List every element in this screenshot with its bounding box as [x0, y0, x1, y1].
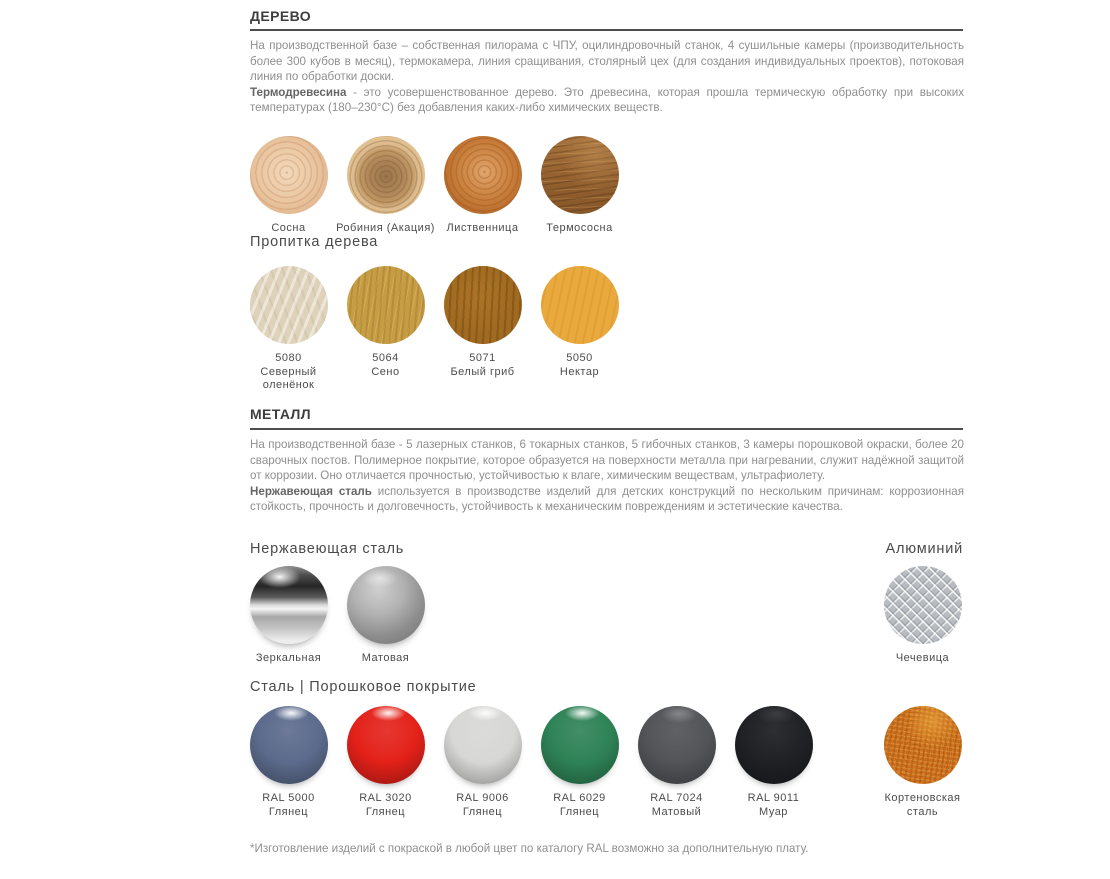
- wood-swatch-larch: [434, 136, 531, 236]
- pine-swatch-image: [250, 136, 328, 214]
- ral9006-finish: Глянец: [462, 805, 503, 818]
- powder-swatch-ral9011: [725, 706, 822, 819]
- ral7024-label: [650, 792, 703, 819]
- ral-footnote: *Изготовление изделий с покраской в любой цвет по каталогу RAL возможно за дополнительную плату.: [250, 842, 809, 855]
- ral3020-label: [359, 792, 412, 819]
- ral9011-sphere-image: [735, 706, 813, 784]
- ral6029-label: [553, 792, 606, 819]
- aluminum-title: Алюминий: [885, 541, 963, 557]
- ral6029-sphere-image: [541, 706, 619, 784]
- larch-swatch-image: [444, 136, 522, 214]
- aluminum-lentil-label: Чечевица: [895, 652, 950, 664]
- ral3020-finish: Глянец: [365, 805, 406, 818]
- aluminum-swatch-row: [874, 566, 971, 666]
- metal-section-text: [250, 437, 964, 515]
- powder-swatch-ral3020: [337, 706, 434, 819]
- pine-label: Сосна: [271, 222, 306, 234]
- wood-swatch-thermopine: [531, 136, 628, 236]
- wood-section-title: ДЕРЕВО: [250, 8, 312, 24]
- impregnation-swatch-5071: [434, 266, 531, 393]
- impregnation-5064-code: 5064: [372, 352, 399, 364]
- thermopine-label: Термососна: [546, 222, 613, 234]
- robinia-swatch-image: [347, 136, 425, 214]
- impregnation-5080-code: 5080: [275, 352, 302, 364]
- ral3020-code: RAL 3020: [359, 792, 412, 804]
- ral7024-sphere-image: [638, 706, 716, 784]
- powder-swatch-ral6029: [531, 706, 628, 819]
- corten-steel-image: [884, 706, 962, 784]
- impregnation-5080-label: [246, 352, 332, 393]
- powder-swatch-ral9006: [434, 706, 531, 819]
- corten-steel-label: [880, 792, 966, 819]
- aluminum-swatch-lentil: [874, 566, 971, 666]
- ral7024-finish: Матовый: [651, 805, 702, 818]
- impregnation-5064-image: [347, 266, 425, 344]
- ral5000-code: RAL 5000: [262, 792, 315, 804]
- stainless-description: используется в производстве изделий для детских конструкций по нескольким причинам: коррозионная стойкость, прочность и долговечность, устойчивость к механическим повреждениям и эстетические качества.: [250, 484, 964, 514]
- matte-steel-image: [347, 566, 425, 644]
- ral9006-sphere-image: [444, 706, 522, 784]
- ral9011-label: [748, 792, 800, 819]
- ral6029-code: RAL 6029: [553, 792, 606, 804]
- ral9011-finish: Муар: [759, 805, 788, 818]
- impregnation-5071-label: [450, 352, 514, 379]
- ral5000-label: [262, 792, 315, 819]
- wood-paragraph-thermowood: [250, 85, 964, 116]
- thermopine-swatch-image: [541, 136, 619, 214]
- impregnation-swatch-5080: [240, 266, 337, 393]
- impregnation-swatch-5050: [531, 266, 628, 393]
- larch-label: Лиственница: [446, 222, 519, 234]
- aluminum-lentil-image: [884, 566, 962, 644]
- corten-steel-name: Кортеновская сталь: [884, 792, 961, 818]
- impregnation-swatch-row: [240, 266, 628, 393]
- wood-swatch-pine: [240, 136, 337, 236]
- impregnation-5064-name: Сено: [371, 365, 400, 378]
- impregnation-5050-label: [560, 352, 599, 379]
- impregnation-5050-code: 5050: [566, 352, 593, 364]
- stainless-swatch-matte: [337, 566, 434, 666]
- powder-swatch-corten: [874, 706, 971, 819]
- powder-coating-title: Сталь | Порошковое покрытие: [250, 679, 477, 695]
- wood-swatch-row: [240, 136, 628, 236]
- impregnation-5064-label: [371, 352, 399, 379]
- mirror-steel-image: [250, 566, 328, 644]
- wood-paragraph-production: На производственной базе – собственная пилорама с ЧПУ, оцилиндровочный станок, 4 сушильные камеры (производительность более 300 кубов в месяц), термокамера, линия сращивания, столярный цех (для создания индивидуальных проектов), потоковая линия по обработки доски.: [250, 39, 964, 84]
- ral5000-finish: Глянец: [268, 805, 309, 818]
- impregnation-swatch-5064: [337, 266, 434, 393]
- wood-section-divider: [250, 29, 963, 31]
- ral6029-finish: Глянец: [559, 805, 600, 818]
- ral9011-code: RAL 9011: [747, 792, 800, 804]
- ral9006-label: [456, 792, 509, 819]
- impregnation-5071-name: Белый гриб: [450, 365, 515, 378]
- metal-section-title: МЕТАЛЛ: [250, 406, 311, 422]
- metal-paragraph-production: На производственной базе - 5 лазерных станков, 6 токарных станков, 5 гибочных станков, 3 камеры порошковой окраски, более 20 сварочных постов. Полимерное покрытие, которое образуется на поверхности металла при нагревании, служит надёжной защитой от коррозии. Оно отличается прочностью, устойчивостью к влаге, химическим веществам, ультрафиолету.: [250, 438, 964, 483]
- stainless-swatch-row: [240, 566, 434, 666]
- ral3020-sphere-image: [347, 706, 425, 784]
- metal-section-divider: [250, 428, 963, 430]
- mirror-steel-label: Зеркальная: [255, 652, 322, 664]
- impregnation-5050-image: [541, 266, 619, 344]
- impregnation-5050-name: Нектар: [559, 365, 600, 378]
- powder-swatch-ral7024: [628, 706, 725, 819]
- thermowood-description: - это усовершенствованное дерево. Это древесина, которая прошла термическую обработку при высоких температурах (180–230°C) без добавления каких-либо химических веществ.: [250, 85, 964, 115]
- powder-swatch-row: [240, 706, 971, 819]
- stainless-swatch-mirror: [240, 566, 337, 666]
- wood-section-text: [250, 38, 964, 116]
- wood-swatch-robinia: [337, 136, 434, 236]
- impregnation-5071-image: [444, 266, 522, 344]
- matte-steel-label: Матовая: [361, 652, 410, 664]
- ral9006-code: RAL 9006: [456, 792, 509, 804]
- thermowood-term: Термодревесина: [250, 85, 347, 99]
- impregnation-5071-code: 5071: [469, 352, 496, 364]
- impregnation-5080-image: [250, 266, 328, 344]
- ral5000-sphere-image: [250, 706, 328, 784]
- impregnation-5080-name: Северный оленёнок: [260, 365, 317, 391]
- impregnation-title: Пропитка дерева: [250, 234, 379, 250]
- powder-swatch-ral5000: [240, 706, 337, 819]
- stainless-title: Нержавеющая сталь: [250, 541, 405, 557]
- metal-paragraph-stainless: [250, 484, 964, 515]
- stainless-term: Нержавеющая сталь: [250, 484, 372, 498]
- robinia-label: Робиния (Акация): [336, 222, 435, 234]
- ral7024-code: RAL 7024: [650, 792, 703, 804]
